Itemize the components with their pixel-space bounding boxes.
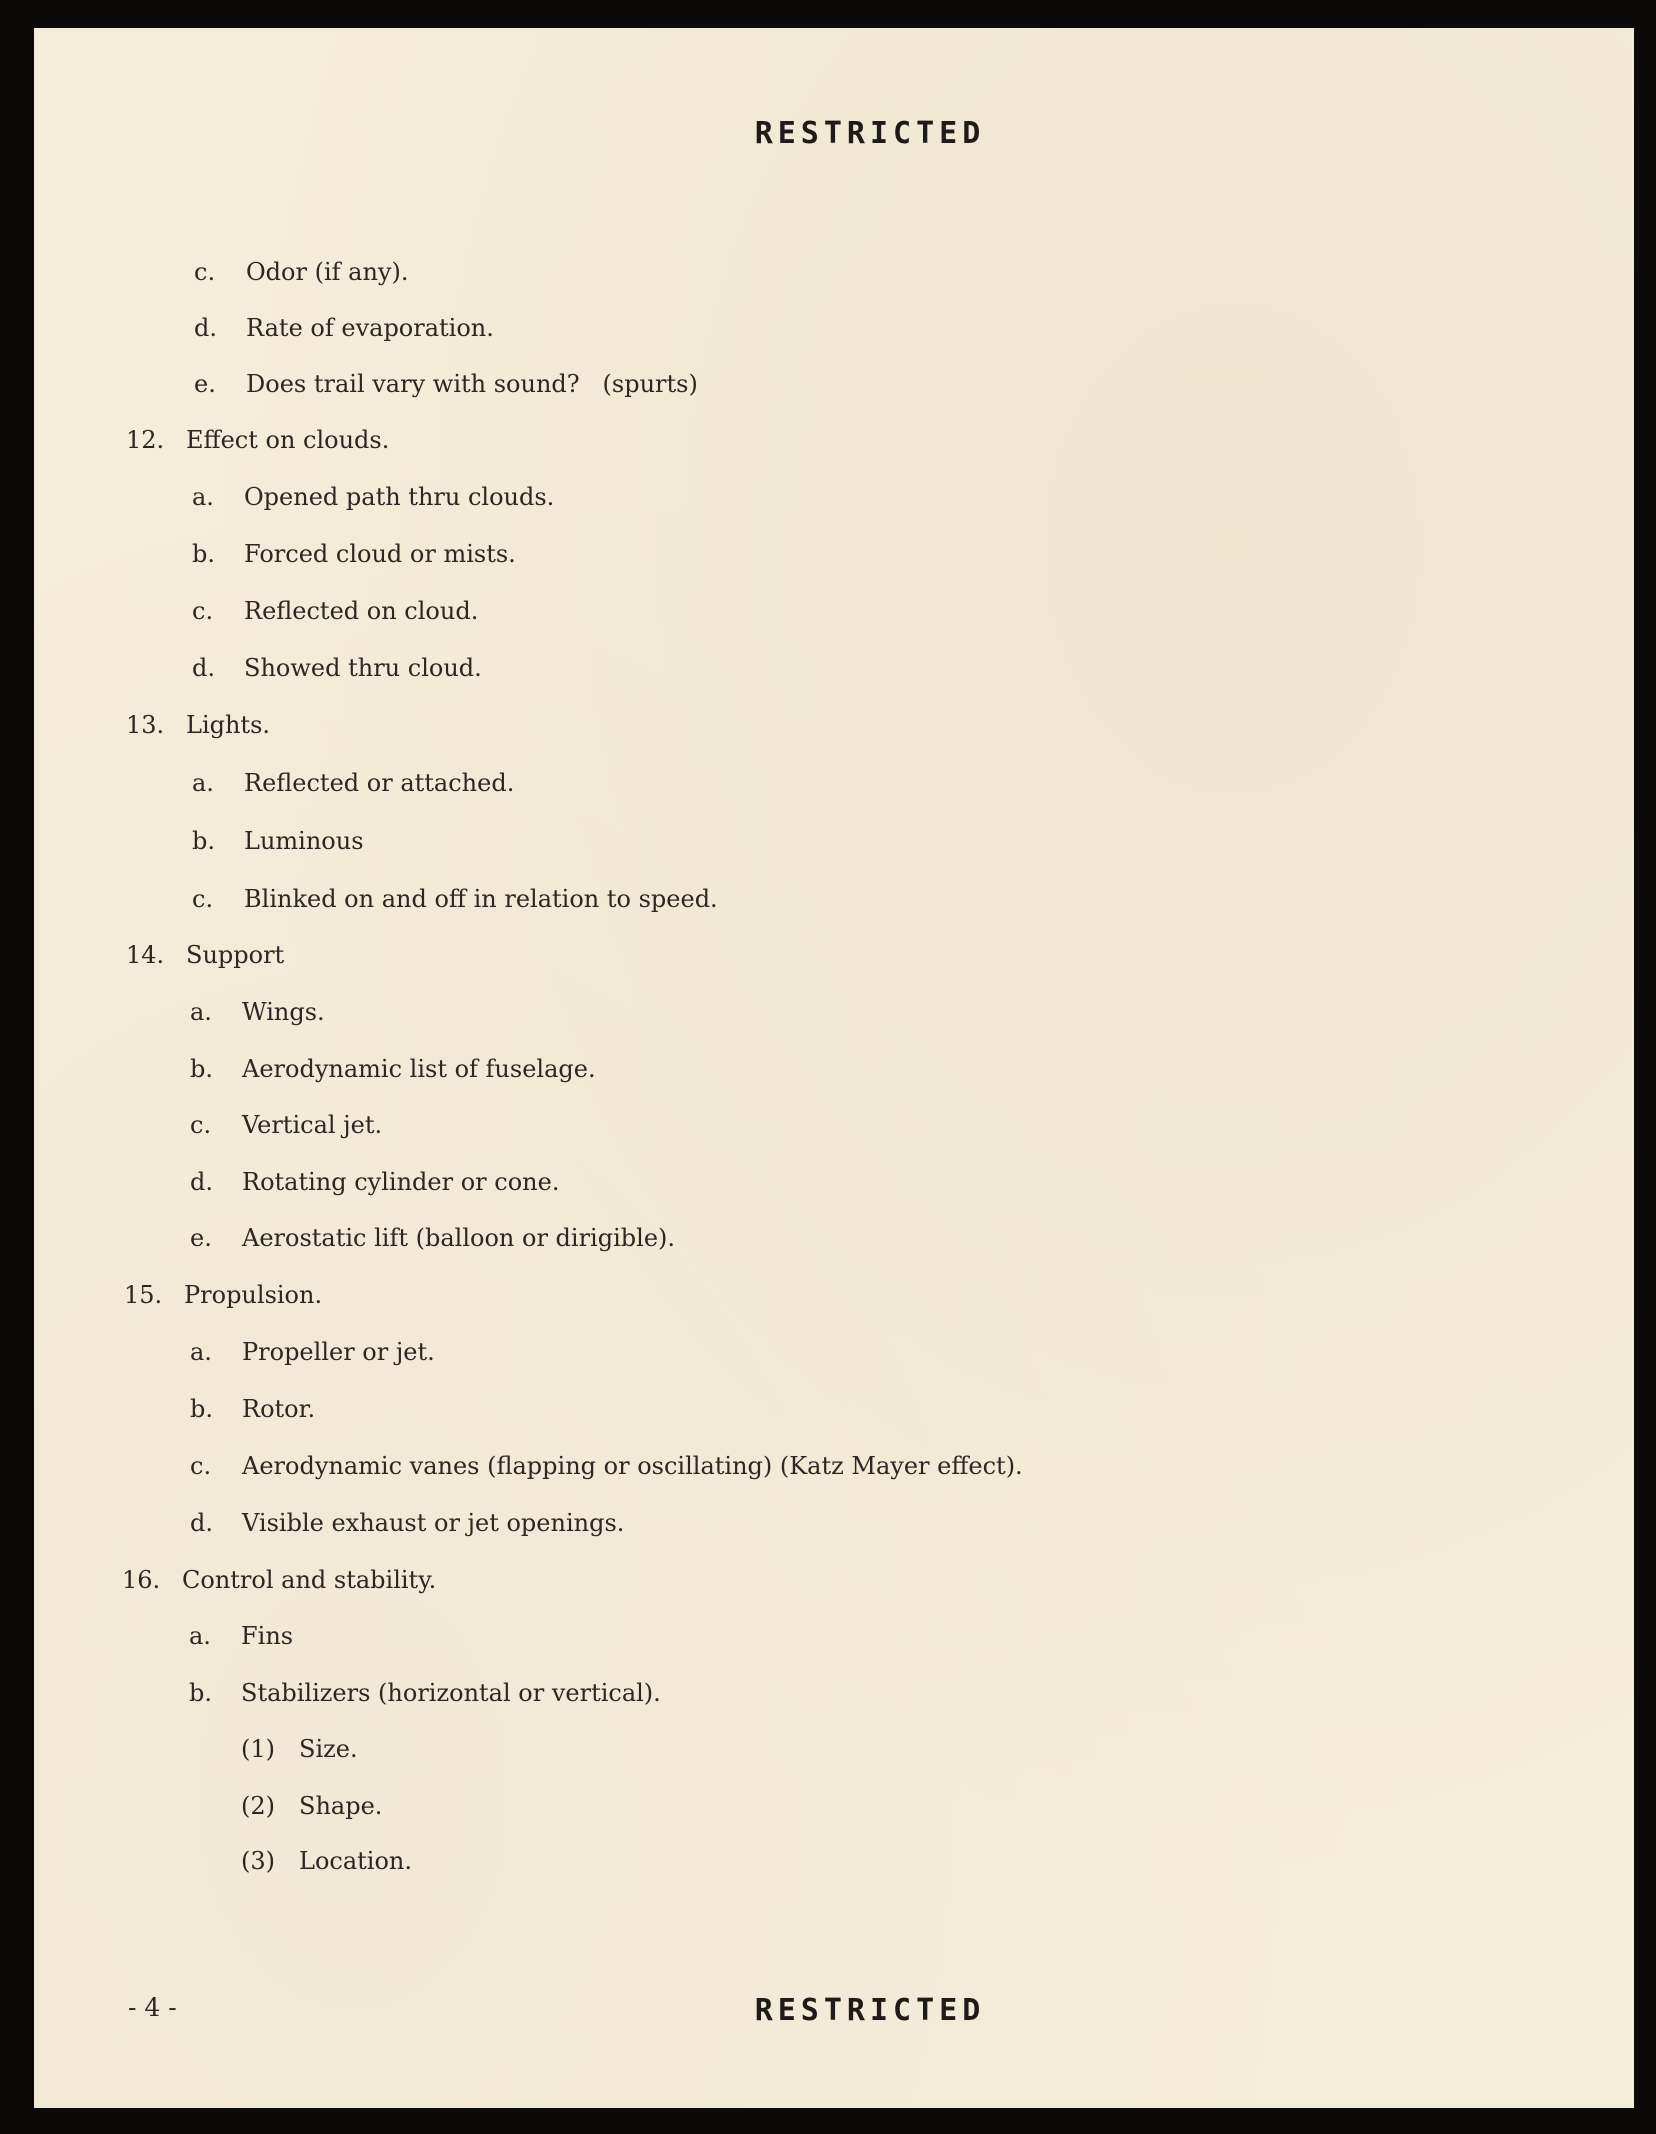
restricted-stamp-bottom: RESTRICTED [754,1993,986,2028]
section-heading: 16. Control and stability. [122,1566,437,1594]
list-item: c. Odor (if any). [194,258,409,286]
sub-list-item: (3) Location. [241,1847,412,1875]
list-item: a. Wings. [190,998,325,1026]
list-item: c. Vertical jet. [190,1111,383,1139]
list-item: b. Stabilizers (horizontal or vertical). [189,1679,661,1707]
list-item: b. Aerodynamic list of fuselage. [190,1055,596,1083]
section-heading: 14. Support [126,941,285,969]
list-item: b. Forced cloud or mists. [192,540,516,568]
section-heading: 12. Effect on clouds. [126,426,390,454]
list-item: c. Aerodynamic vanes (flapping or oscillating) (Katz Mayer effect). [190,1452,1023,1480]
list-item: a. Propeller or jet. [190,1338,435,1366]
page-number: - 4 - [128,1993,177,2022]
list-item: b. Rotor. [190,1395,316,1423]
sub-list-item: (1) Size. [241,1735,358,1763]
list-item: e. Aerostatic lift (balloon or dirigible). [190,1224,676,1252]
sub-list-item: (2) Shape. [241,1792,383,1820]
section-heading: 15. Propulsion. [124,1281,323,1309]
list-item: b. Luminous [192,827,364,855]
list-item: d. Rate of evaporation. [194,314,494,342]
list-item: d. Showed thru cloud. [192,654,482,682]
list-item: e. Does trail vary with sound? (spurts) [194,370,698,398]
list-item: d. Rotating cylinder or cone. [190,1168,560,1196]
list-item: a. Fins [189,1622,294,1650]
section-heading: 13. Lights. [126,711,271,739]
list-item: d. Visible exhaust or jet openings. [190,1509,625,1537]
list-item: c. Blinked on and off in relation to speed. [192,885,718,913]
list-item: a. Opened path thru clouds. [192,483,555,511]
document-page [34,28,1634,2108]
list-item: c. Reflected on cloud. [192,597,479,625]
list-item: a. Reflected or attached. [192,769,515,797]
restricted-stamp-top: RESTRICTED [754,116,986,151]
